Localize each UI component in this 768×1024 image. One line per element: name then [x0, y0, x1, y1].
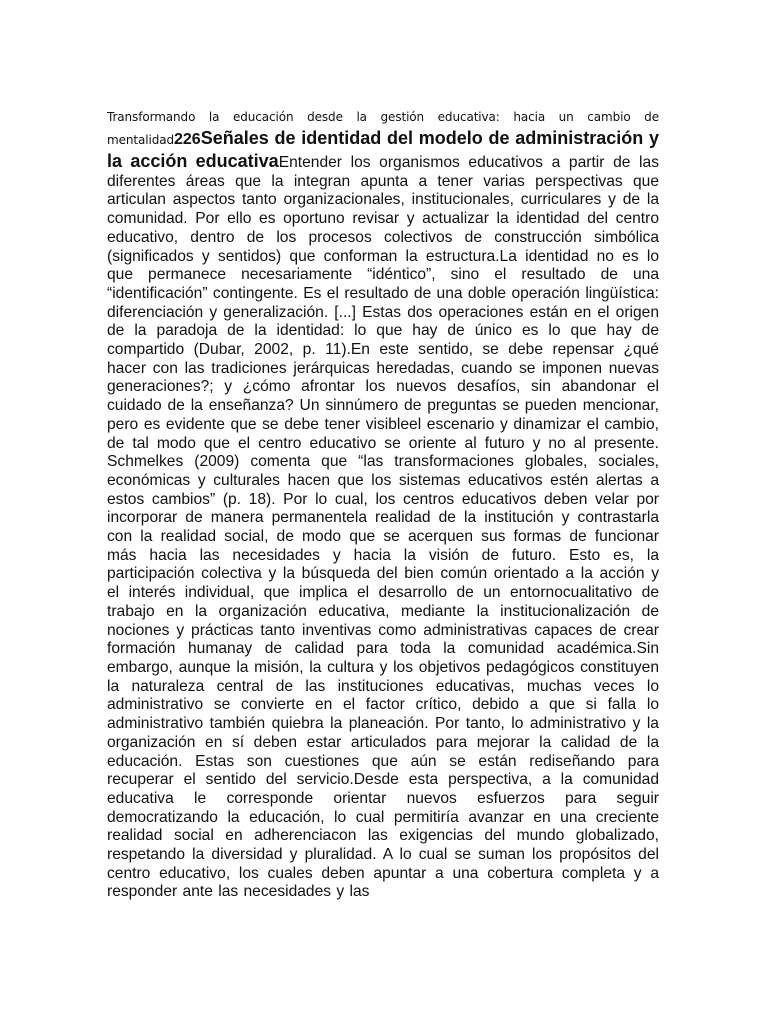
document-text-block	[107, 108, 659, 902]
running-header: Transformando la educación desde la gestión educativa: hacia un cambio de mentalidad	[107, 110, 659, 147]
page-number: 226	[174, 131, 201, 148]
body-paragraph: Entender los organismos educativos a partir de las diferentes áreas que la integran apunta a tener varias perspectivas que articulan aspectos tanto organizacionales, institucionales, curriculares y de la comunidad. Por ello es oportuno revisar y actualizar la identidad del centro educativo, dentro de los procesos colectivos de construcción simbólica (significados y sentidos) que conforman la estructura.La identidad no es lo que permanece necesariamente “idéntico”, sino el resultado de una “identificación” contingente. Es el resultado de una doble operación lingüística: diferenciación y generalización. [...] Estas dos operaciones están en el origen de la paradoja de la identidad: lo que hay de único es lo que hay de compartido (Dubar, 2002, p. 11).En este sentido, se debe repensar ¿qué hacer con las tradiciones jerárquicas heredadas, cuando se imponen nuevas generaciones?; y ¿cómo afrontar los nuevos desafíos, sin abandonar el cuidado de la enseñanza? Un sinnúmero de preguntas se pueden mencionar, pero es evidente que se debe tener visibleel escenario y dinamizar el cambio, de tal modo que el centro educativo se oriente al futuro y no al presente. Schmelkes (2009) comenta que “las transformaciones globales, sociales, económicas y culturales hacen que los sistemas educativos estén alertas a estos cambios” (p. 18). Por lo cual, los centros educativos deben velar por incorporar de manera permanentela realidad de la institución y contrastarla con la realidad social, de modo que se acerquen sus formas de funcionar más hacia las necesidades y hacia la visión de futuro. Esto es, la participación colectiva y la búsqueda del bien común orientado a la acción y el interés individual, que implica el desarrollo de un entornocualitativo de trabajo en la organización educativa, mediante la institucionalización de nociones y prácticas tanto inventivas como administrativas capaces de crear formación humanay de calidad para toda la comunidad académica.Sin embargo, aunque la misión, la cultura y los objetivos pedagógicos constituyen la naturaleza central de las instituciones educativas, muchas veces lo administrativo se convierte en el factor crítico, debido a que si falla lo administrativo también quiebra la planeación. Por tanto, lo administrativo y la organización en sí deben estar articulados para mejorar la calidad de la educación. Estas son cuestiones que aún se están rediseñando para recuperar el sentido del servicio.Desde esta perspectiva, a la comunidad educativa le corresponde orientar nuevos esfuerzos para seguir democratizando la educación, lo cual permitiría avanzar en una creciente realidad social en adherenciacon las exigencias del mundo globalizado, respetando la diversidad y pluralidad. A lo cual se suman los propósitos del centro educativo, los cuales deben apuntar a una cobertura completa y a responder ante las necesidades y las	[107, 154, 659, 901]
section-title: Señales de identidad del modelo de administración y la acción educativa	[107, 128, 659, 171]
